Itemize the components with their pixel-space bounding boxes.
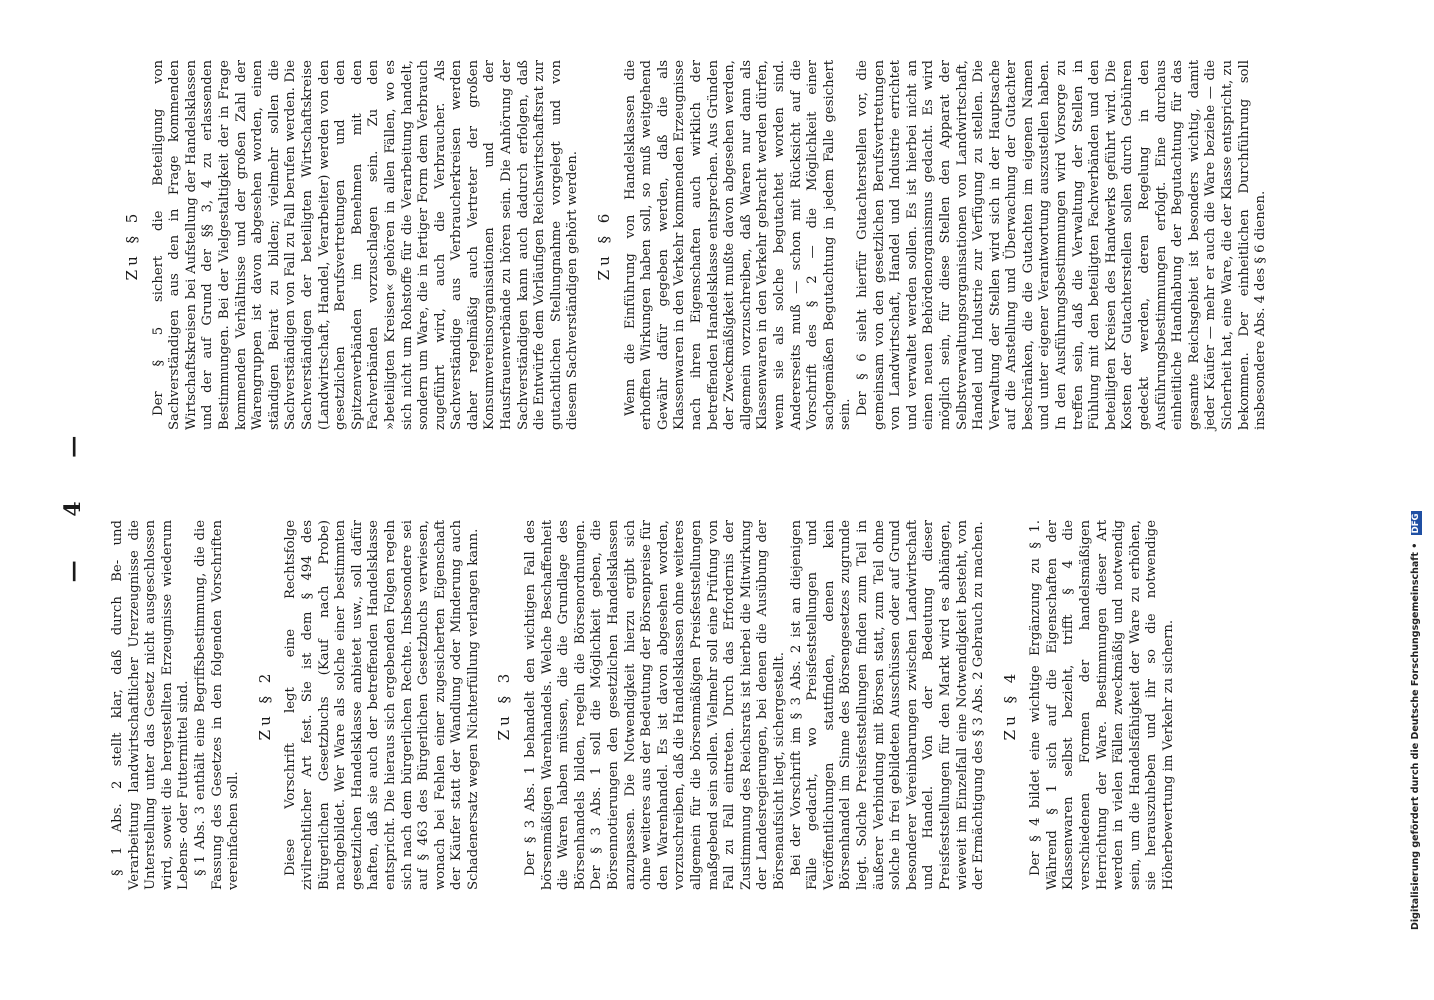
dfg-logo: DFG <box>1411 513 1421 534</box>
paragraph-9: Der § 6 sieht hierfür Gutachterstellen vor, die gemeinsam von den gesetzlichen Berufsvertretungen von Landwirtschaft, Handel und Industrie errichtet und verwaltet werden sollen. Es ist hierbei nicht an einen neuen Behördenorganismus gedacht. Es wird möglich sein, für diese Stellen den Apparat der Selbstverwaltungsorganisationen von Landwirtschaft, Handel und Industrie zur Verfügung zu stellen. Die Verwaltung der Stellen wird sich in der Hauptsache auf die Anstellung und Überwachung der Gutachter beschränken, die die Gutachten im eigenen Namen und unter eigener Verantwortung auszustellen haben. In den Ausführungsbestimmungen wird Vorsorge zu treffen sein, daß die Verwaltung der Stellen in Fühlung mit den beteiligten Fachverbänden und den beteiligten Kreisen des Handwerks geführt wird. Die Kosten der Gutachterstellen sollen durch Gebühren gedeckt werden, deren Regelung in den Ausführungsbestimmungen erfolgt. Eine durchaus einheitliche Handhabung der Begutachtung für das gesamte Reichsgebiet ist besonders wichtig, damit jeder Käufer — mehr er auch die Ware beziehe — die Sicherheit hat, eine Ware, die der Klasse entspricht, zu bekommen. Der einheitlichen Durchführung soll insbesondere Abs. 4 des § 6 dienen. <box>854 60 1269 430</box>
left-column <box>110 520 1178 890</box>
section-heading-3: Zu § 3 <box>495 669 514 741</box>
paragraph-7: Der § 5 sichert die Beteiligung von Sachverständigen aus den in Frage kommenden Wirtschaftskreisen bei Aufstellung der Handelsklassen und der auf Grund der §§ 3, 4 zu erlassenden Bestimmungen. Bei der Vielgestaltigkeit der in Frage kommenden Verhältnisse und der großen Zahl der Warengruppen ist davon abgesehen worden, einen ständigen Beirat zu bilden; vielmehr sollen die Sachverständigen von Fall zu Fall berufen werden. Die Sachverständigen der beteiligten Wirtschaftskreise (Landwirtschaft, Handel, Verarbeiter) werden von den gesetzlichen Berufsvertretungen und den Spitzenverbänden im Benehmen mit den Fachverbänden vorzuschlagen sein. Zu den »beteiligten Kreisen« gehören in allen Fällen, wo es sich nicht um Rohstoffe für die Verarbeitung handelt, sondern um Ware, die in fertiger Form dem Verbrauch zugeführt wird, auch die Verbraucher. Als Sachverständige aus Verbraucherkreisen werden daher regelmäßig auch Vertreter der großen Konsumvereinsorganisationen und der Hausfrauenverbände zu hören sein. Die Anhörung der Sachverständigen kann auch dadurch erfolgen, daß die Entwürfe dem Vorläufigen Reichswirtschaftsrat zur gutachtlichen Stellungnahme vorgelegt und von diesem Sachverständigen gehört werden. <box>150 60 581 430</box>
paragraph-3: Diese Vorschrift legt eine Rechtsfolge zivilrechtlicher Art fest. Sie ist dem § 494 des Bürgerlichen Gesetzbuchs (Kauf nach Probe) nachgebildet. Wer Ware als solche einer bestimmten gesetzlichen Handelsklasse anbietet usw., soll dafür haften, daß sie auch der betreffenden Handelsklasse entspricht. Die hieraus sich ergebenden Folgen regeln sich nach dem bürgerlichen Rechte. Insbesondere sei auf § 463 des Bürgerlichen Gesetzbuchs verwiesen, wonach bei Fehlen einer zugesicherten Eigenschaft der Käufer statt der Wandlung oder Minderung auch Schadenersatz wegen Nichterfüllung verlangen kann. <box>283 520 481 890</box>
paragraph-1: § 1 Abs. 2 stellt klar, daß durch Be- und Verarbeitung landwirtschaftlicher Urerzeugnisse die Unterstellung unter das Gesetz nicht ausgeschlossen wird, soweit die hergestellten Erzeugnisse wiederum Lebens- oder Futtermittel sind. <box>110 520 192 890</box>
section-heading-2: Zu § 2 <box>255 669 274 741</box>
credit-text: Digitalisierung gefördert durch die Deutsche Forschungsgemeinschaft • <box>1410 542 1421 930</box>
paragraph-4: Der § 3 Abs. 1 behandelt den wichtigen Fall des börsenmäßigen Warenhandels. Welche Beschaffenheit die Waren haben müssen, die die Grundlage des Börsenhandels bilden, regeln die Börsenordnungen. Der § 3 Abs. 1 soll die Möglichkeit geben, die Börsennotierungen den gesetzlichen Handelsklassen anzupassen. Die Notwendigkeit hierzu ergibt sich ohne weiteres aus der Bedeutung der Börsenpreise für den Warenhandel. Es ist davon abgesehen worden, vorzuschreiben, daß die Handelsklassen ohne weiteres allgemein für die börsenmäßigen Preisfeststellungen maßgebend sein sollen. Vielmehr soll eine Prüfung von Fall zu Fall eintreten. Durch das Erfordernis der Zustimmung des Reichsrats ist hierbei die Mitwirkung der Landesregierungen, bei denen die Ausübung der Börsenaufsicht liegt, sichergestellt. <box>523 520 787 890</box>
section-heading-5: Zu § 5 <box>123 209 141 281</box>
section-heading-4: Zu § 4 <box>1000 669 1019 741</box>
section-heading-6: Zu § 6 <box>595 209 614 281</box>
right-column <box>110 60 1270 430</box>
paragraph-2: § 1 Abs. 3 enthält eine Begriffsbestimmung, die die Fassung des Gesetzes in den folgenden Vorschriften vereinfachen soll. <box>192 520 242 890</box>
paragraph-8: Wenn die Einführung von Handelsklassen die erhofften Wirkungen haben soll, so muß weitgehend Gewähr dafür gegeben werden, daß die als Klassenwaren in den Verkehr kommenden Erzeugnisse nach ihren Eigenschaften auch wirklich der betreffenden Handelsklasse entsprechen. Aus Gründen der Zweckmäßigkeit mußte davon abgesehen werden, allgemein vorzuschreiben, daß Waren nur dann als Klassenwaren in den Verkehr gebracht werden dürfen, wenn sie als solche begutachtet worden sind. Andererseits muß — schon mit Rücksicht auf die Vorschrift des § 2 — die Möglichkeit einer sachgemäßen Begutachtung in jedem Falle gesichert sein. <box>622 60 854 430</box>
paragraph-6: Der § 4 bildet eine wichtige Ergänzung zu § 1. Während § 1 sich auf die Eigenschaften der Klassenwaren selbst bezieht, trifft § 4 die verschiedenen Formen der handelsmäßigen Herrichtung der Ware. Bestimmungen dieser Art werden in vielen Fällen zweckmäßig und notwendig sein, um die Handelsfähigkeit der Ware zu erhöhen, sie herauszuheben und ihr so die notwendige Höherbewertung im Verkehr zu sichern. <box>1028 520 1177 890</box>
digitization-credit <box>1410 0 1422 1000</box>
page-number: — 4 — <box>60 417 86 583</box>
paragraph-5: Bei der Vorschrift im § 3 Abs. 2 ist an diejenigen Fälle gedacht, wo Preisfeststellungen und Veröffentlichungen stattfinden, denen kein Börsenhandel im Sinne des Börsengesetzes zugrunde liegt. Solche Preisfeststellungen finden zum Teil in äußerer Verbindung mit Börsen statt, zum Teil ohne solche in frei gebildeten Ausschüssen oder auf Grund besonderer Vereinbarungen zwischen Landwirtschaft und Handel. Von der Bedeutung dieser Preisfeststellungen für den Markt wird es abhängen, wieweit im Einzelfall eine Notwendigkeit besteht, von der Ermächtigung des § 3 Abs. 2 Gebrauch zu machen. <box>788 520 987 890</box>
